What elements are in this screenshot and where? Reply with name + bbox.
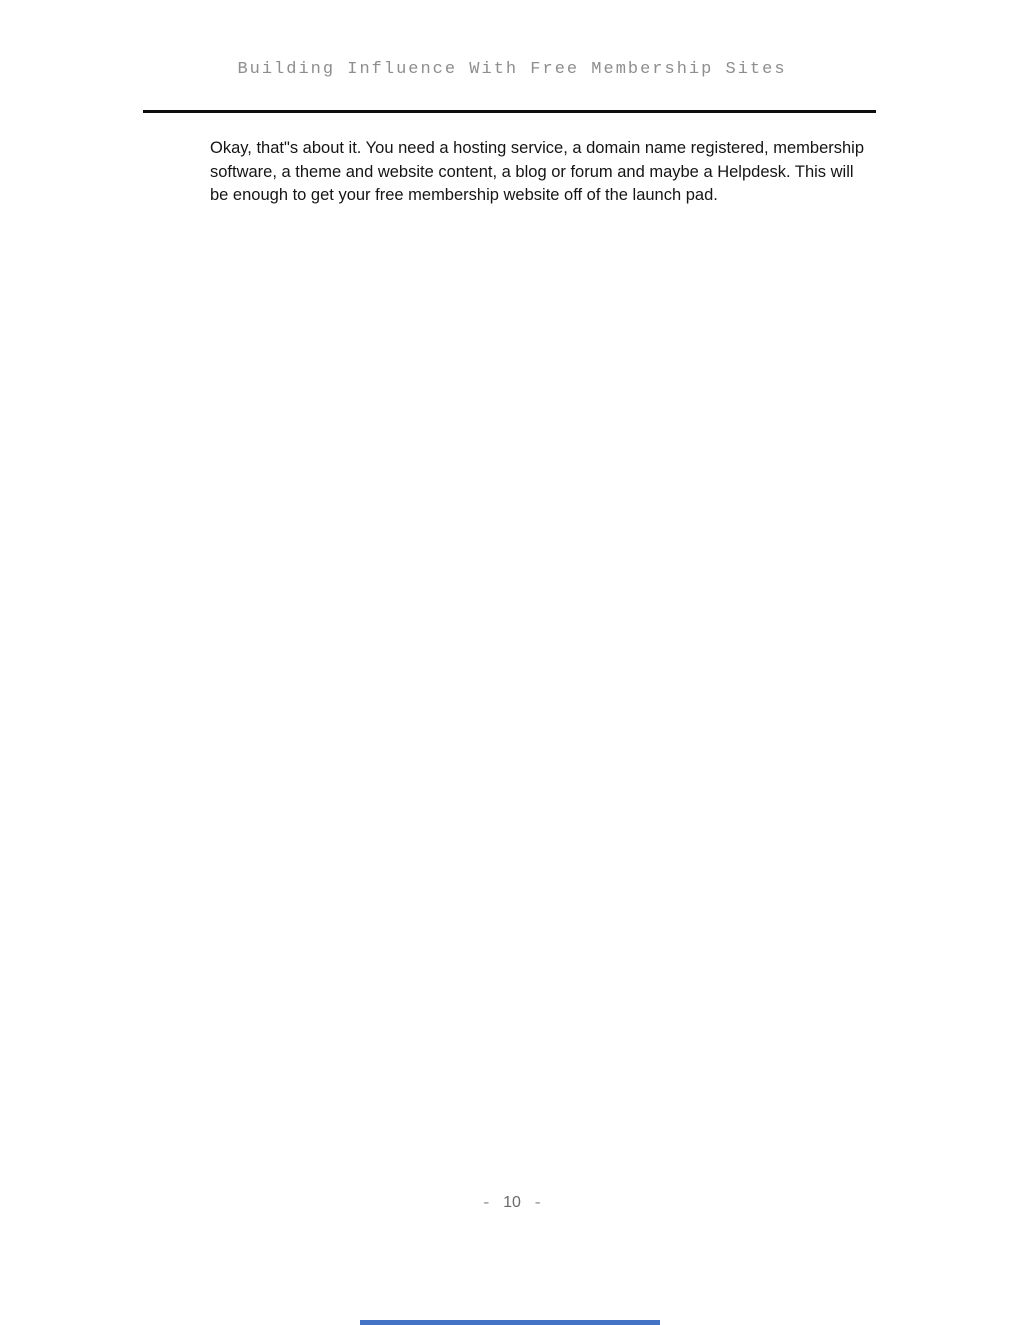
body-paragraph: Okay, that"s about it. You need a hosting service, a domain name registered, membership software, a theme and website content, a blog or forum and maybe a Helpdesk. This will be enough to get your free membership website off of the launch pad. — [210, 139, 865, 205]
footer-page-number: 10 — [503, 1194, 521, 1211]
footer-right-dash: - — [532, 1194, 543, 1212]
page-footer — [0, 1194, 1024, 1212]
footer-left-dash: - — [481, 1194, 492, 1212]
bottom-accent-bar — [360, 1320, 660, 1325]
header-divider-rule — [143, 110, 876, 113]
page-header-title: Building Influence With Free Membership Sites — [237, 60, 787, 79]
